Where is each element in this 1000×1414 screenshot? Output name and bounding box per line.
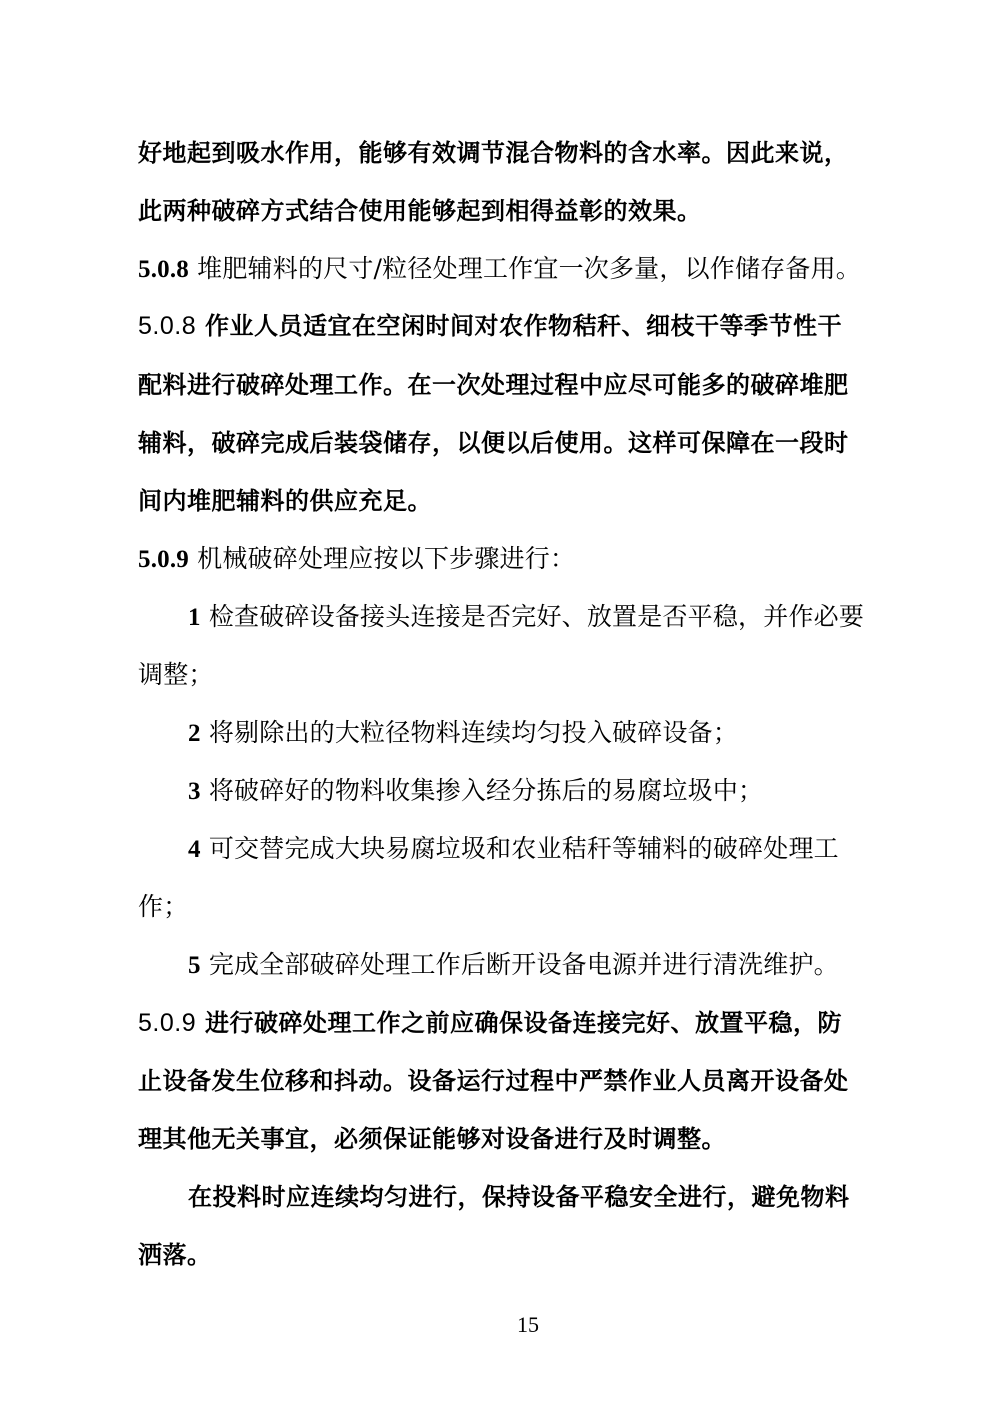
step-item: 2 将剔除出的大粒径物料连续均匀投入破碎设备； (188, 718, 739, 747)
clause-number: 5.0.9 (138, 1009, 197, 1037)
text-line: 间内堆肥辅料的供应充足。 (138, 486, 432, 515)
text-line: 配料进行破碎处理工作。在一次处理过程中应尽可能多的破碎堆肥 (138, 370, 849, 399)
clause-number: 5.0.9 (138, 546, 189, 573)
step-number: 5 (188, 952, 201, 979)
text-line: 辅料，破碎完成后装袋储存，以便以后使用。这样可保障在一段时 (138, 428, 849, 457)
text-line: 好地起到吸水作用，能够有效调节混合物料的含水率。因此来说， (138, 138, 849, 167)
step-number: 4 (188, 836, 201, 863)
text-line: 洒落。 (138, 1240, 212, 1269)
text-line: 作； (138, 892, 189, 921)
text-line: 理其他无关事宜，必须保证能够对设备进行及时调整。 (138, 1124, 726, 1153)
clause-5-0-9-note: 5.0.9 进行破碎处理工作之前应确保设备连接完好、放置平稳，防 (138, 1008, 842, 1037)
clause-5-0-8-heading: 5.0.8 堆肥辅料的尺寸/粒径处理工作宜一次多量，以作储存备用。 (138, 254, 861, 283)
step-item: 3 将破碎好的物料收集掺入经分拣后的易腐垃圾中； (188, 776, 764, 805)
step-number: 2 (188, 720, 201, 747)
step-item: 1 检查破碎设备接头连接是否完好、放置是否平稳，并作必要 (188, 602, 865, 631)
clause-number: 5.0.8 (138, 256, 189, 283)
clause-number: 5.0.8 (138, 312, 197, 340)
step-number: 1 (188, 604, 201, 631)
step-item: 5 完成全部破碎处理工作后断开设备电源并进行清洗维护。 (188, 950, 839, 979)
text-line: 此两种破碎方式结合使用能够起到相得益彰的效果。 (138, 196, 702, 225)
step-number: 3 (188, 778, 201, 805)
clause-5-0-9-heading: 5.0.9 机械破碎处理应按以下步骤进行： (138, 544, 576, 573)
text-line: 调整； (138, 660, 214, 689)
step-item: 4 可交替完成大块易腐垃圾和农业秸秆等辅料的破碎处理工 (188, 834, 839, 863)
page-number: 15 (517, 1312, 539, 1337)
text-line: 在投料时应连续均匀进行，保持设备平稳安全进行，避免物料 (188, 1182, 850, 1211)
clause-5-0-8-note: 5.0.8 作业人员适宜在空闲时间对农作物秸秆、细枝干等季节性干 (138, 311, 842, 340)
text-line: 止设备发生位移和抖动。设备运行过程中严禁作业人员离开设备处 (138, 1066, 849, 1095)
